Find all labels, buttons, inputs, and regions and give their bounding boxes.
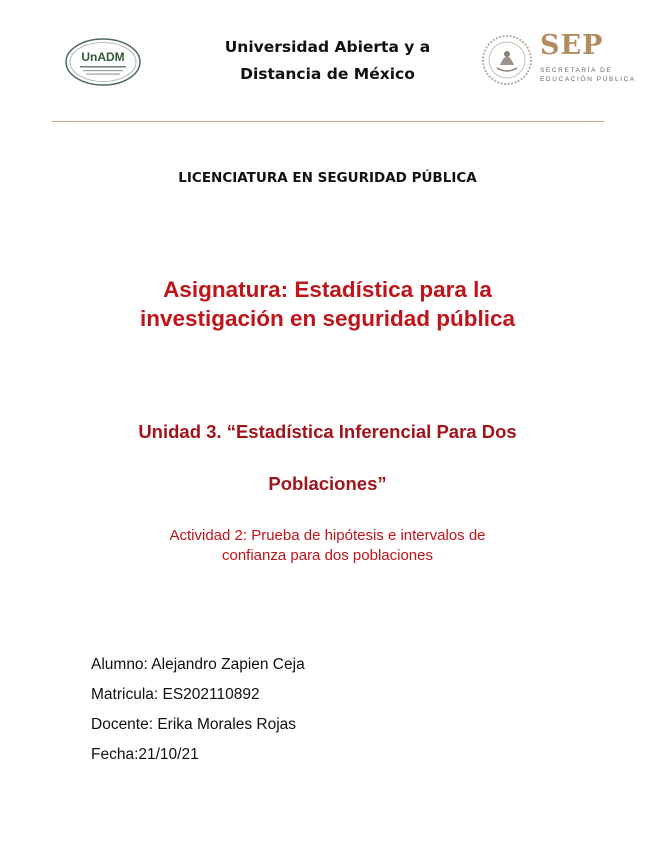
student-info [91,650,491,770]
sep-logo-text: SEP [540,30,604,61]
subject-line1: Asignatura: Estadística para la [163,277,492,302]
header-divider [52,121,604,122]
unit-line1: Unidad 3. “Estadística Inferencial Para Dos [138,421,517,442]
activity-line2: confianza para dos poblaciones [222,547,433,564]
sep-subtitle-line1: SECRETARÍA DE [540,67,613,74]
university-name [195,34,460,88]
subject-line2: investigación en seguridad pública [139,306,516,331]
activity-title [90,526,565,566]
activity-line1: Actividad 2: Prueba de hipótesis e intervalos de [169,527,486,544]
mexico-seal-icon [481,34,533,86]
sep-subtitle-line2: EDUCACIÓN PÚBLICA [540,76,636,83]
unadm-logo-text: UnADM [81,50,125,64]
date: Fecha:21/10/21 [91,746,199,763]
sep-subtitle [540,66,640,84]
student-name: Alumno: Alejandro Zapien Ceja [91,656,305,673]
unadm-logo [64,37,142,87]
unit-line2: Poblaciones” [268,473,387,494]
student-id: Matricula: ES202110892 [91,686,260,703]
unit-title [60,406,595,510]
university-name-line2: Distancia de México [240,65,415,83]
university-name-line1: Universidad Abierta y a [224,38,431,56]
subject-title [60,275,595,333]
teacher-name: Docente: Erika Morales Rojas [91,716,297,733]
program-title: LICENCIATURA EN SEGURIDAD PÚBLICA [178,170,477,186]
